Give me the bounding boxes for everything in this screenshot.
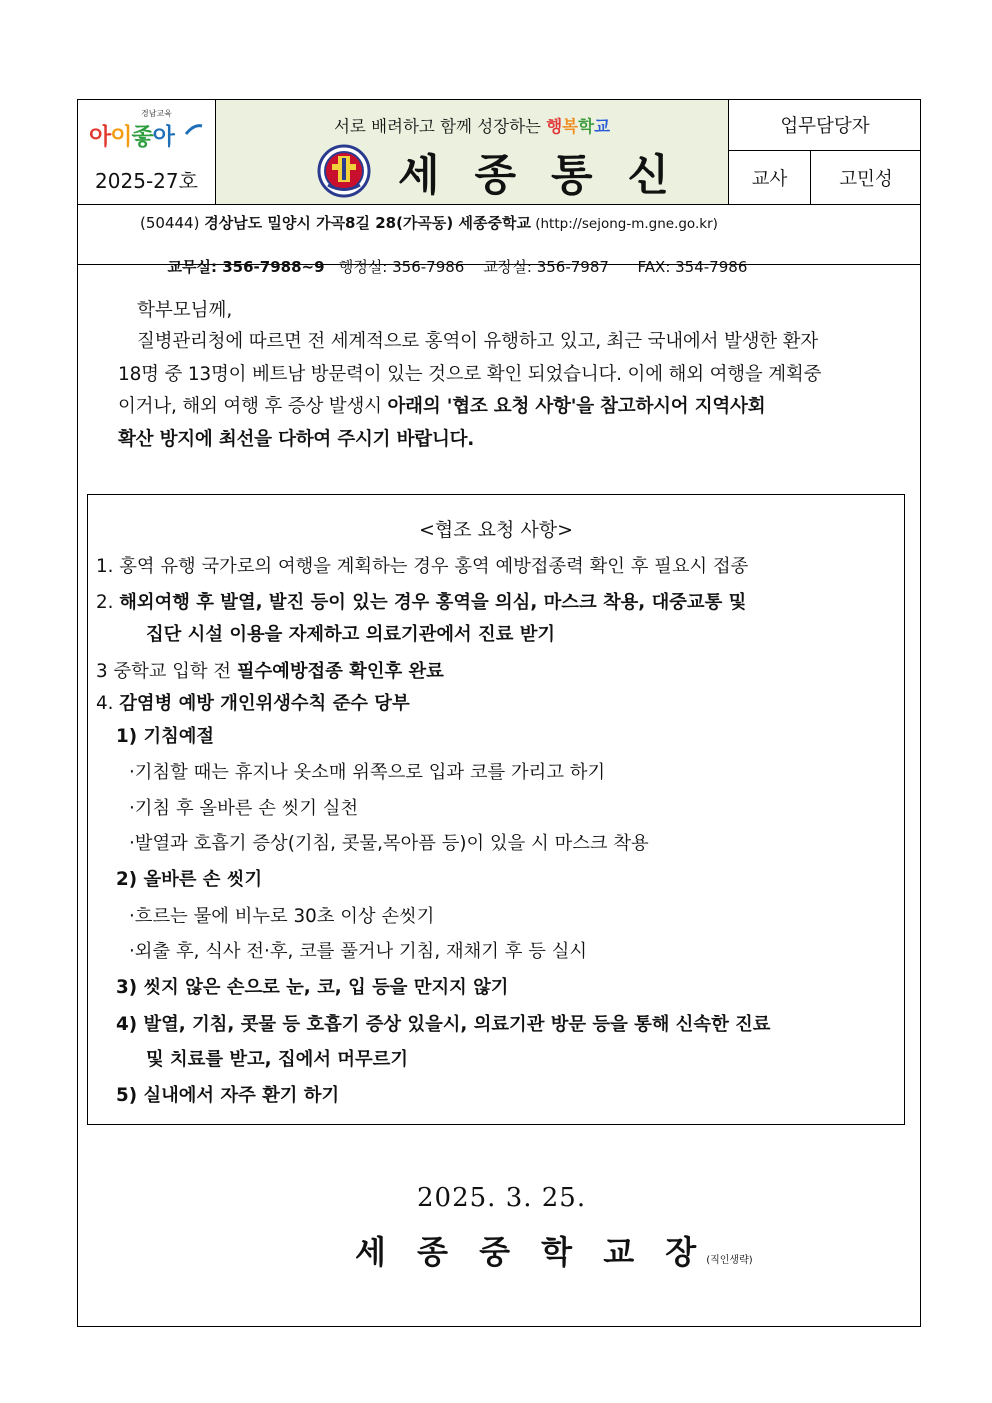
salutation: 학부모님께, <box>137 300 233 321</box>
request-item-2: 2. 해외여행 후 발열, 발진 등이 있는 경우 홍역을 의심, 마스크 착용, 대중교통 및 <box>96 592 747 613</box>
divider <box>728 150 921 151</box>
staff-header: 업무담당자 <box>780 116 870 137</box>
letter-line: 18명 중 13명이 베트남 방문력이 있는 것으로 확인 되었습니다. 이에 해외 여행을 계획중 <box>118 363 822 385</box>
logo-caption: 경남교육 <box>141 109 172 118</box>
logo <box>86 108 208 152</box>
sub-point: ·흐르는 물에 비누로 30초 이상 손씻기 <box>129 906 435 927</box>
sub-point: ·기침 후 올바른 손 씻기 실천 <box>129 798 359 819</box>
sub-item-3: 3) 씻지 않은 손으로 눈, 코, 입 등을 만지지 않기 <box>116 977 509 998</box>
slogan: 서로 배려하고 함께 성장하는 행복학교 <box>333 117 611 136</box>
issue-date: 2025. 3. 25. <box>417 1183 587 1213</box>
request-title: <협조 요청 사항> <box>418 519 574 541</box>
sub-point: ·발열과 호흡기 증상(기침, 콧물,목아픔 등)이 있을 시 마스크 착용 <box>129 833 649 854</box>
letter-line: 질병관리청에 따르면 전 세계적으로 홍역이 유행하고 있고, 최근 국내에서 발생한 환자 <box>137 331 818 352</box>
contact-numbers: 교무실: 356-7988~9 행정실: 356-7986 교장실: 356-7987 FAX: 354-7986 <box>167 258 748 276</box>
request-item-1: 1. 홍역 유행 국가로의 여행을 계획하는 경우 홍역 예방접종력 확인 후 필요시 접종 <box>96 556 749 577</box>
divider <box>77 204 921 205</box>
staff-name: 고민성 <box>839 169 893 190</box>
newsletter-title: 세 종 통 신 <box>398 151 680 201</box>
sub-point: ·외출 후, 식사 전·후, 코를 풀거나 기침, 재채기 후 등 실시 <box>129 941 588 962</box>
sub-point: ·기침할 때는 휴지나 옷소매 위쪽으로 입과 코를 가리고 하기 <box>129 762 606 783</box>
issue-number: 2025-27호 <box>95 169 198 193</box>
signer: 세 종 중 학 교 장(직인생략) <box>355 1233 753 1271</box>
school-address: (50444) 경상남도 밀양시 가곡8길 28(가곡동) 세종중학교 (http://sejong-m.gne.go.kr) <box>140 214 718 232</box>
request-item-2-cont: 집단 시설 이용을 자제하고 의료기관에서 진료 받기 <box>146 624 556 645</box>
letter-line: 이거나, 해외 여행 후 증상 발생시 아래의 '협조 요청 사항'을 참고하시어 지역사회 <box>118 396 766 417</box>
sub-item-handwashing: 2) 올바른 손 씻기 <box>116 869 263 890</box>
sub-item-4-cont: 및 치료를 받고, 집에서 머무르기 <box>146 1049 408 1070</box>
sub-item-4: 4) 발열, 기침, 콧물 등 호흡기 증상 있을시, 의료기관 방문 등을 통해 신속한 진료 <box>116 1014 771 1035</box>
request-item-4: 4. 감염병 예방 개인위생수칙 준수 당부 <box>96 693 410 714</box>
staff-role: 교사 <box>751 169 788 190</box>
swoosh-icon <box>184 122 204 138</box>
school-emblem-icon <box>316 144 372 198</box>
sub-item-5: 5) 실내에서 자주 환기 하기 <box>116 1085 340 1106</box>
letter-body <box>118 326 918 456</box>
sub-item-cough-etiquette: 1) 기침예절 <box>116 726 215 747</box>
letter-line: 확산 방지에 최선을 다하여 주시기 바랍니다. <box>118 428 475 450</box>
request-item-3: 3 중학교 입학 전 필수예방접종 확인후 완료 <box>96 661 444 682</box>
logo-wordmark: 아이좋아 <box>89 124 174 150</box>
